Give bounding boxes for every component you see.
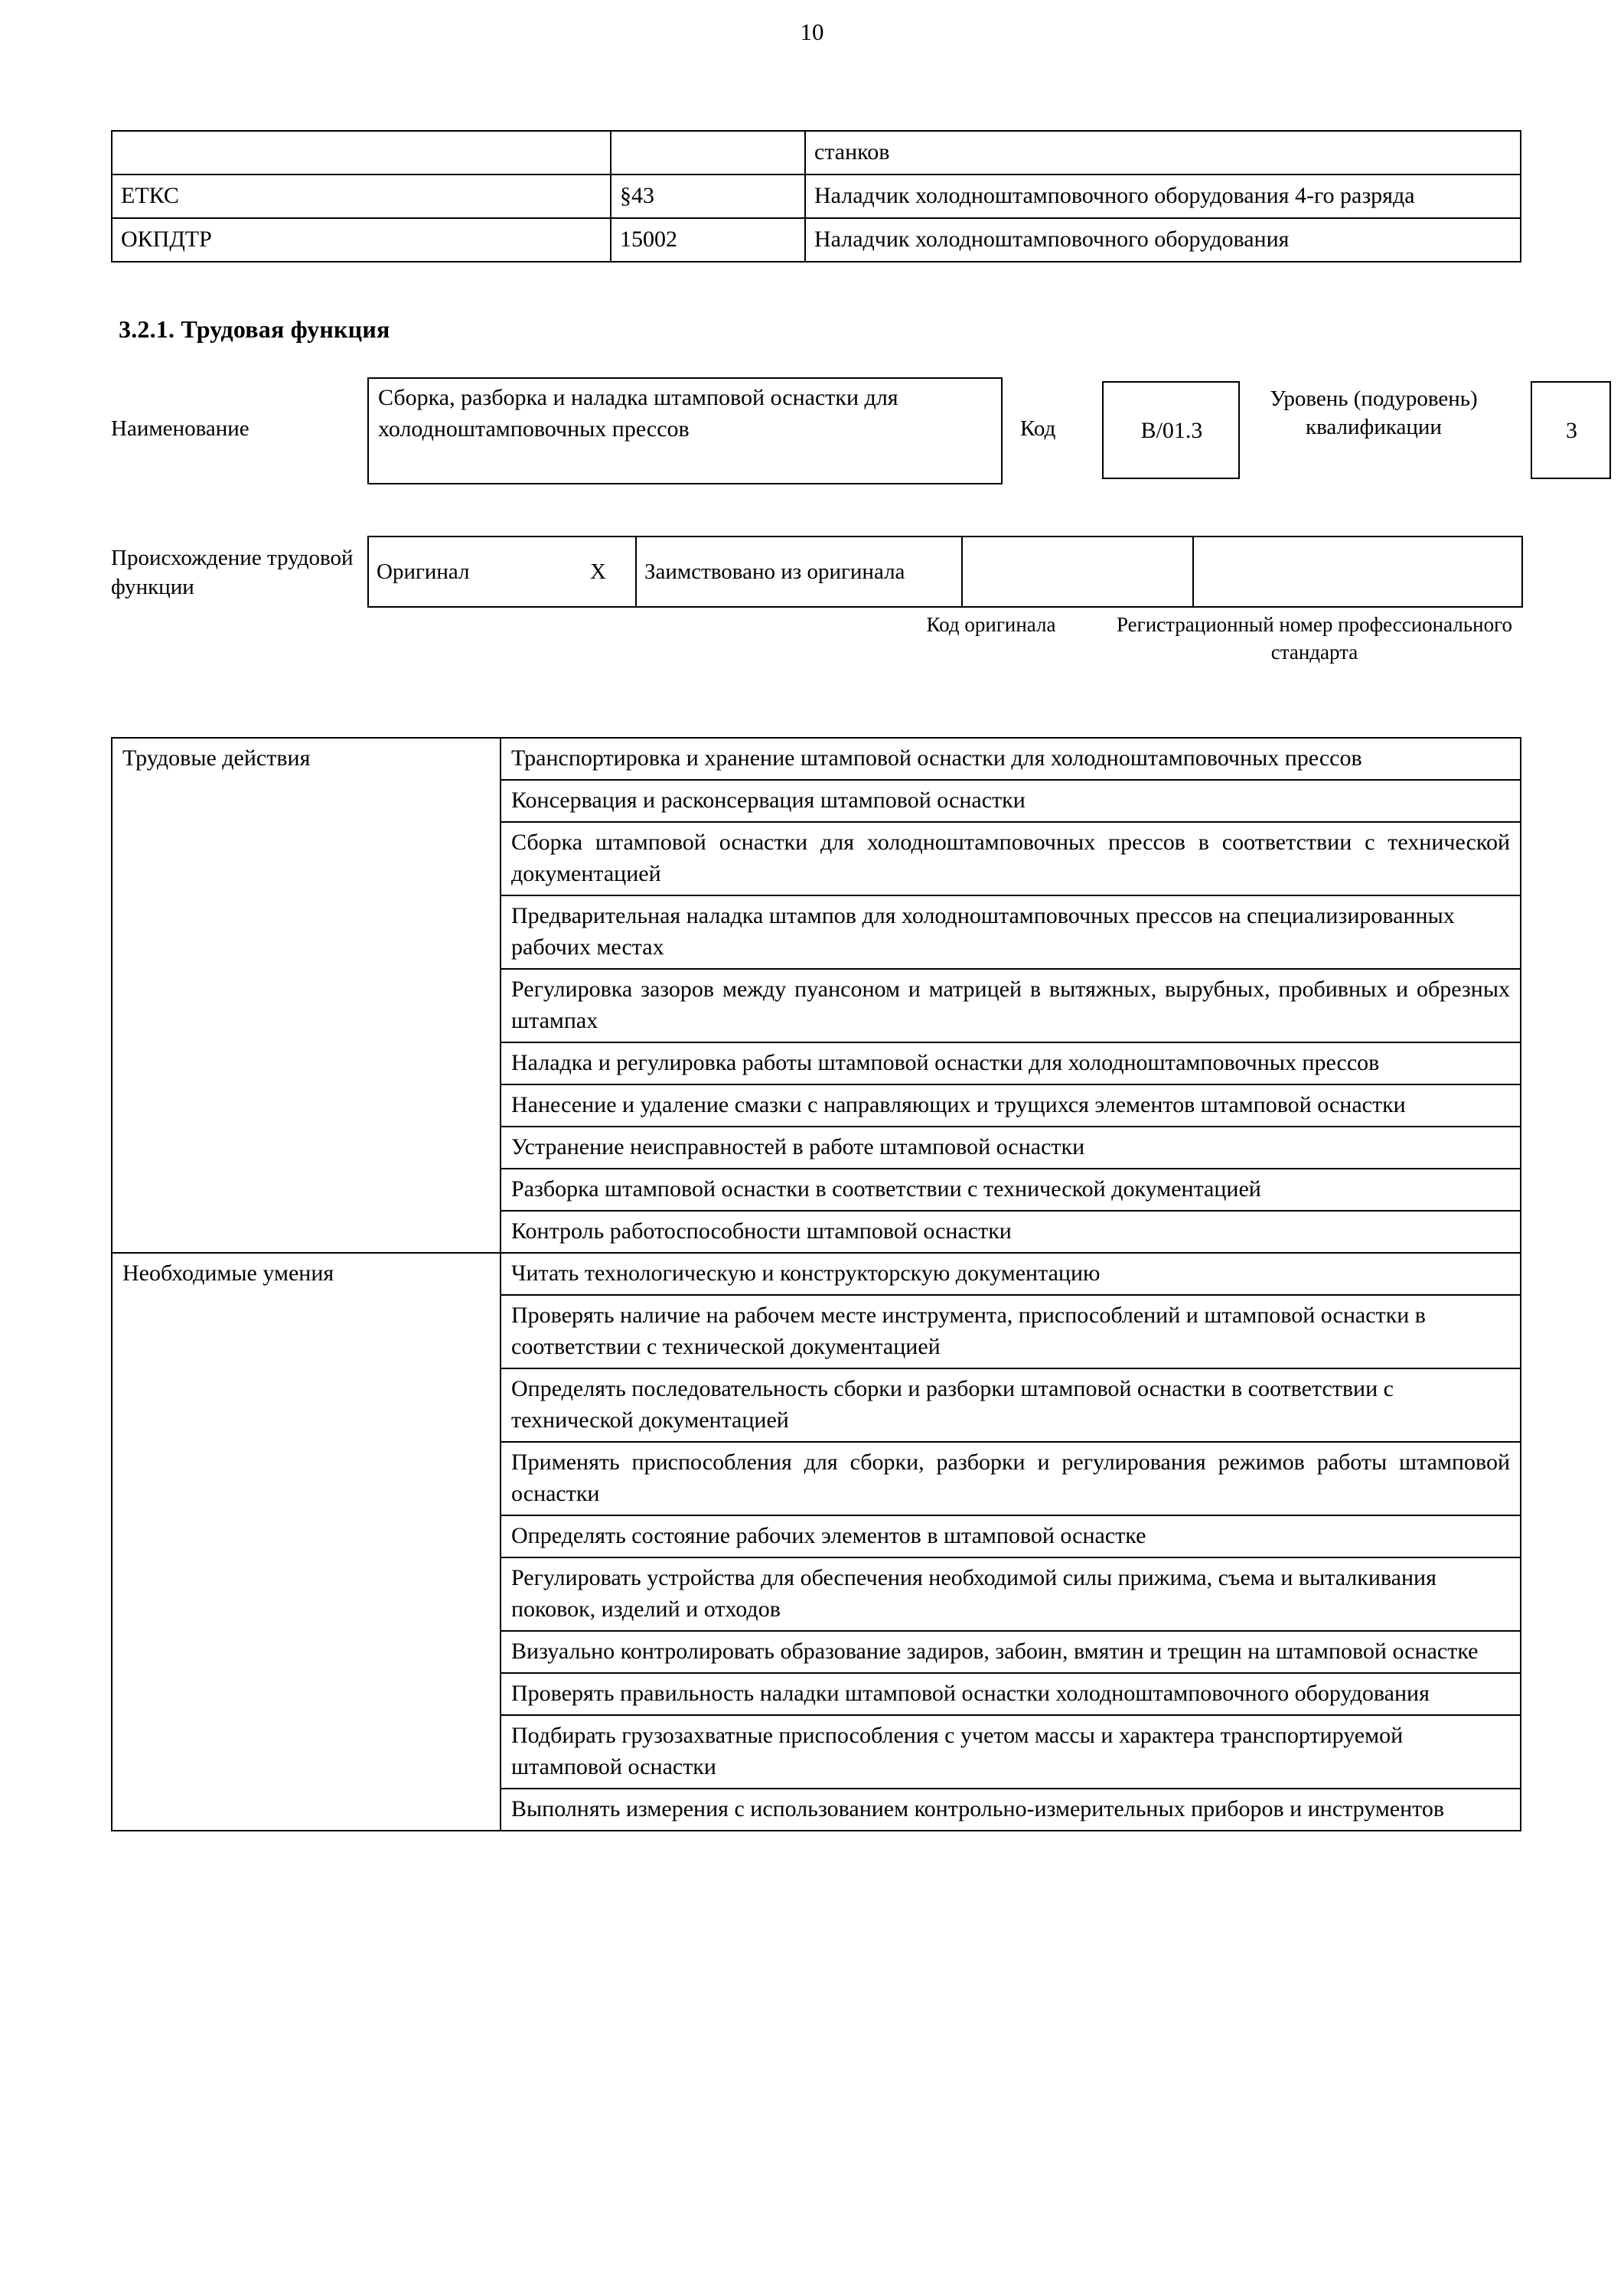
classifier-table: [111, 130, 1521, 263]
classifier-code: [611, 131, 805, 174]
labor-action-item: Наладка и регулировка работы штамповой оснастки для холодноштамповочных прессов: [501, 1042, 1521, 1084]
required-skill-item: Проверять правильность наладки штамповой оснастки холодноштамповочного оборудования: [501, 1673, 1521, 1715]
labor-action-item: Контроль работоспособности штамповой оснастки: [501, 1211, 1521, 1253]
function-code-label: Код: [1020, 416, 1056, 441]
required-skill-item: Выполнять измерения с использованием контрольно-измерительных приборов и инструментов: [501, 1789, 1521, 1831]
classifier-name: ЕТКС: [112, 174, 611, 218]
function-origin-table-body: [368, 536, 1522, 607]
required-skill-item: Применять приспособления для сборки, разборки и регулирования режимов работы штамповой оснастки: [501, 1442, 1521, 1515]
function-code-value: B/01.3: [1102, 381, 1240, 479]
origin-original-inner: [377, 558, 628, 585]
origin-original-cell: [368, 536, 636, 607]
origin-original-mark: X: [590, 559, 606, 584]
classifier-name: ОКПДТР: [112, 218, 611, 262]
function-origin-block: [111, 528, 1523, 719]
labor-action-item: Сборка штамповой оснастки для холодноштамповочных прессов в соответствии с технической документацией: [501, 822, 1521, 895]
section-heading: 3.2.1. Трудовая функция: [119, 315, 390, 343]
duties-skills-table: [111, 737, 1521, 1831]
function-name-label: Наименование: [111, 416, 249, 441]
classifier-title: Наладчик холодноштамповочного оборудования 4-го разряда: [805, 174, 1521, 218]
required-skills-label: Необходимые умения: [112, 1253, 501, 1831]
table-row: [112, 131, 1521, 174]
required-skill-item: Подбирать грузозахватные приспособления с учетом массы и характера транспортируемой штамповой оснастки: [501, 1715, 1521, 1789]
required-skill-item: Читать технологическую и конструкторскую документацию: [501, 1253, 1521, 1295]
function-origin-label: Происхождение трудовой функции: [111, 546, 354, 599]
origin-borrowed-cell: Заимствовано из оригинала: [636, 536, 962, 607]
labor-action-item: Устранение неисправностей в работе штамповой оснастки: [501, 1127, 1521, 1169]
classifier-name: [112, 131, 611, 174]
classifier-code: 15002: [611, 218, 805, 262]
classifier-code: §43: [611, 174, 805, 218]
labor-action-item: Консервация и расконсервация штамповой оснастки: [501, 780, 1521, 822]
labor-action-item: Транспортировка и хранение штамповой оснастки для холодноштамповочных прессов: [501, 738, 1521, 780]
labor-action-item: Разборка штамповой оснастки в соответствии с технической документацией: [501, 1169, 1521, 1211]
table-row: [112, 218, 1521, 262]
origin-original-label: Оригинал: [377, 559, 470, 584]
origin-code-caption: Код оригинала: [926, 613, 1056, 636]
function-header-block: [111, 377, 1577, 484]
table-row: [112, 1253, 1521, 1295]
origin-reg-caption: Регистрационный номер профессионального стандарта: [1117, 613, 1512, 664]
origin-reg-cell: [1193, 536, 1522, 607]
origin-code-cell: [962, 536, 1193, 607]
qualification-level-label: Уровень (подуровень) квалификации: [1270, 386, 1478, 439]
classifier-title: Наладчик холодноштамповочного оборудования: [805, 218, 1521, 262]
qualification-level-value: 3: [1531, 381, 1611, 479]
duties-skills-table-body: [112, 738, 1521, 1831]
table-row: [368, 536, 1522, 607]
table-row: [112, 174, 1521, 218]
labor-action-item: Предварительная наладка штампов для холодноштамповочных прессов на специализированных рабочих местах: [501, 895, 1521, 969]
page-number: 10: [800, 18, 824, 45]
required-skill-item: Проверять наличие на рабочем месте инструмента, приспособлений и штамповой оснастки в соответствии с технической документацией: [501, 1295, 1521, 1368]
labor-actions-label: Трудовые действия: [112, 738, 501, 1253]
function-origin-table: [367, 536, 1523, 608]
classifier-title: станков: [805, 131, 1521, 174]
required-skill-item: Определять последовательность сборки и разборки штамповой оснастки в соответствии с технической документацией: [501, 1368, 1521, 1442]
classifier-table-body: [112, 131, 1521, 262]
table-row: [112, 738, 1521, 780]
function-name-value: Сборка, разборка и наладка штамповой оснастки для холодноштамповочных прессов: [367, 377, 1003, 484]
labor-action-item: Регулировка зазоров между пуансоном и матрицей в вытяжных, вырубных, пробивных и обрезных штампах: [501, 969, 1521, 1042]
labor-action-item: Нанесение и удаление смазки с направляющих и трущихся элементов штамповой оснастки: [501, 1084, 1521, 1127]
required-skill-item: Определять состояние рабочих элементов в штамповой оснастке: [501, 1515, 1521, 1557]
required-skill-item: Визуально контролировать образование задиров, забоин, вмятин и трещин на штамповой оснастке: [501, 1631, 1521, 1673]
required-skill-item: Регулировать устройства для обеспечения необходимой силы прижима, съема и выталкивания поковок, изделий и отходов: [501, 1557, 1521, 1631]
